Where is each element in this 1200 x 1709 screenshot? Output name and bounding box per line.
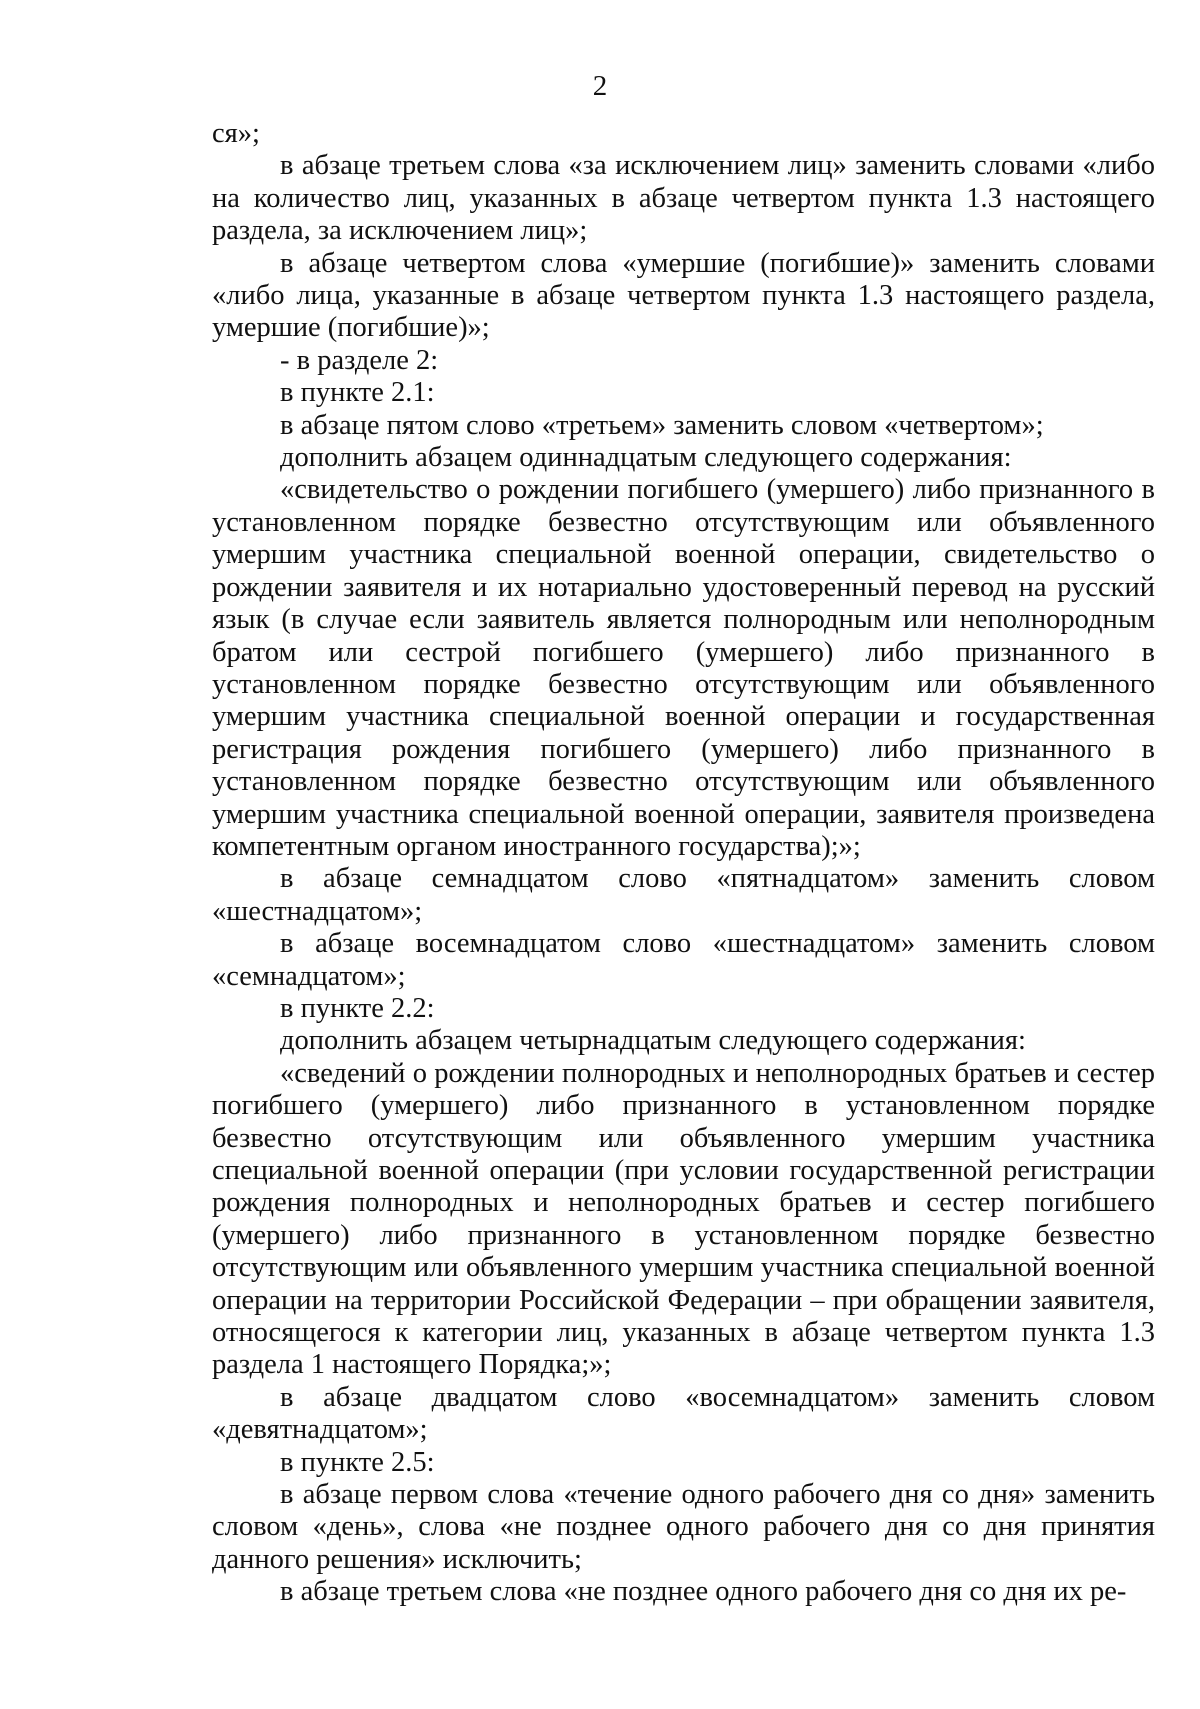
paragraph: в абзаце третьем слова «за исключением лиц» заменить словами «либо на количество лиц, указанных в абзаце четвертом пункта 1.3 настоящего раздела, за исключением лиц»;	[212, 150, 1155, 247]
page-number: 2	[592, 70, 608, 102]
clause-heading: в пункте 2.5:	[280, 1446, 435, 1478]
paragraph: в абзаце восемнадцатом слово «шестнадцатом» заменить словом «семнадцатом»;	[212, 928, 1155, 992]
paragraph: в абзаце пятом слово «третьем» заменить словом «четвертом»;	[280, 409, 1044, 441]
paragraph: в абзаце двадцатом слово «восемнадцатом» заменить словом «девятнадцатом»;	[212, 1381, 1155, 1446]
paragraph-continuation: ся»;	[212, 118, 260, 149]
document-body	[212, 118, 1155, 1609]
paragraph: дополнить абзацем четырнадцатым следующего содержания:	[280, 1025, 1026, 1057]
paragraph: дополнить абзацем одиннадцатым следующего содержания:	[280, 442, 1012, 474]
clause-heading: в пункте 2.2:	[280, 992, 435, 1024]
paragraph-truncated: в абзаце третьем слова «не позднее одного рабочего дня со дня их ре-	[280, 1576, 1127, 1608]
paragraph: в абзаце четвертом слова «умершие (погибшие)» заменить словами «либо лица, указанные в абзаце четвертом пункта 1.3 настоящего раздела, умершие (погибшие)»;	[212, 247, 1155, 344]
quoted-paragraph: «свидетельство о рождении погибшего (умершего) либо признанного в установленном порядке безвестно отсутствующим или объявленного умершим участника специальной военной операции, свидетельство о рождении заявителя и их нотариально удостоверенный перевод на русский язык (в случае если заявитель является полнородным или неполнородным братом или сестрой погибшего (умершего) либо признанного в установленном порядке безвестно отсутствующим или объявленного умершим участника специальной военной операции и государственная регистрация рождения погибшего (умершего) либо признанного в установленном порядке безвестно отсутствующим или объявленного умершим участника специальной военной операции, заявителя произведена компетентным органом иностранного государства);»;	[212, 474, 1155, 862]
paragraph: в абзаце семнадцатом слово «пятнадцатом» заменить словом «шестнадцатом»;	[212, 863, 1155, 927]
quoted-paragraph: «сведений о рождении полнородных и неполнородных братьев и сестер погибшего (умершего) либо признанного в установленном порядке безвестно отсутствующим или объявленного умершим участника специальной военной операции (при условии государственной регистрации рождения полнородных и неполнородных братьев и сестер погибшего (умершего) либо признанного в установленном порядке безвестно отсутствующим или объявленного умершим участника специальной военной операции на территории Российской Федерации – при обращении заявителя, относящегося к категории лиц, указанных в абзаце четвертом пункта 1.3 раздела 1 настоящего Порядка;»;	[212, 1057, 1155, 1381]
section-heading: - в разделе 2:	[280, 344, 439, 376]
clause-heading: в пункте 2.1:	[280, 377, 435, 409]
paragraph: в абзаце первом слова «течение одного рабочего дня со дня» заменить словом «день», слова «не позднее одного рабочего дня со дня принятия данного решения» исключить;	[212, 1479, 1155, 1575]
